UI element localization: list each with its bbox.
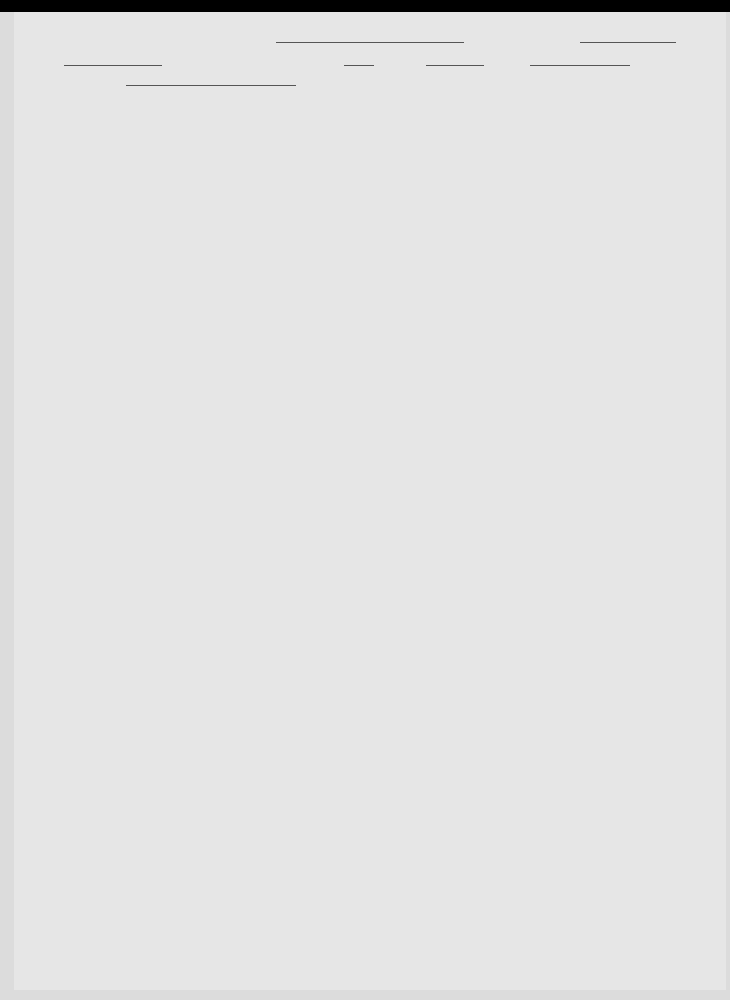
col11-header <box>597 100 609 162</box>
col13-header <box>628 100 640 162</box>
col12-header <box>613 100 625 162</box>
col1-header <box>55 104 63 162</box>
col6-header <box>272 112 288 162</box>
window-title-bar <box>0 0 730 12</box>
census-page <box>14 12 726 990</box>
col2-header <box>83 104 91 162</box>
col5-header <box>257 117 263 157</box>
col4-header <box>241 117 247 157</box>
